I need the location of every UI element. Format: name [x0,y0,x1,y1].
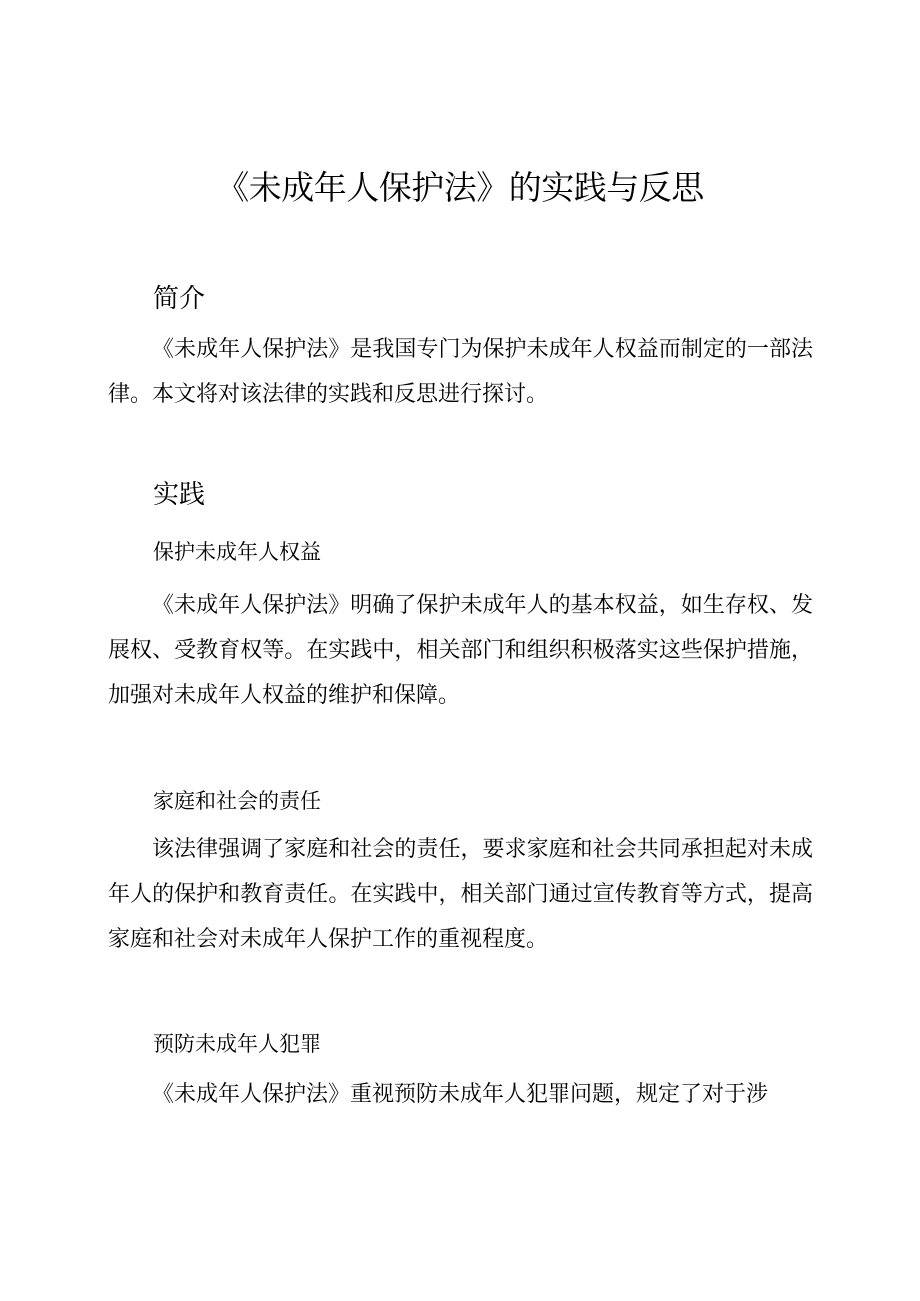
practice-heading: 实践 [153,480,206,510]
section-heading-crime-prevention: 预防未成年人犯罪 [153,1032,321,1056]
intro-paragraph: 《未成年人保护法》是我国专门为保护未成年人权益而制定的一部法律。本文将对该法律的实践和反思进行探讨。 [108,337,813,407]
document-title: 《未成年人保护法》的实践与反思 [216,168,704,207]
section-paragraph-crime-prevention: 《未成年人保护法》重视预防未成年人犯罪问题，规定了对于涉 [152,1082,769,1107]
section-paragraph-rights: 《未成年人保护法》明确了保护未成年人的基本权益，如生存权、发展权、受教育权等。在实践中，相关部门和组织积极落实这些保护措施，加强对未成年人权益的维护和保障。 [108,593,813,708]
section-paragraph-family-society: 该法律强调了家庭和社会的责任，要求家庭和社会共同承担起对未成年人的保护和教育责任。在实践中，相关部门通过宣传教育等方式，提高家庭和社会对未成年人保护工作的重视程度。 [108,837,813,952]
section-heading-rights: 保护未成年人权益 [153,540,321,564]
intro-heading: 简介 [153,284,206,314]
section-heading-family-society: 家庭和社会的责任 [153,789,321,813]
